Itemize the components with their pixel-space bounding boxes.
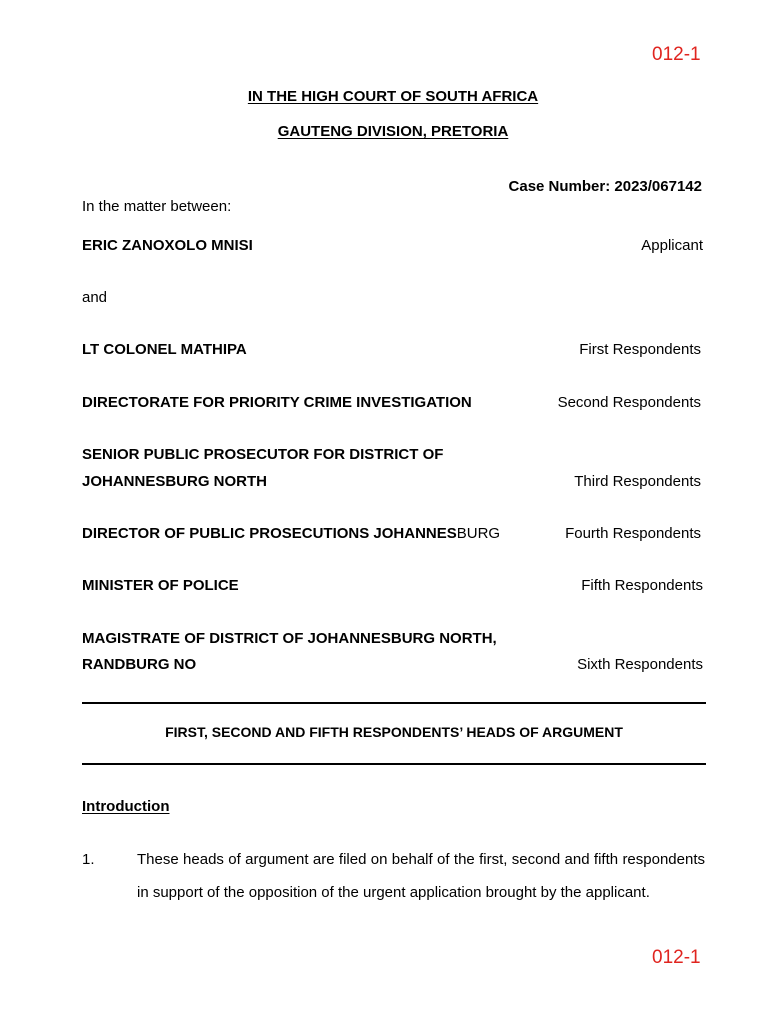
respondent-name-line2: RANDBURG NO bbox=[82, 656, 197, 673]
title-rule-bottom bbox=[82, 763, 706, 765]
respondent-role: First Respondents bbox=[579, 341, 701, 358]
respondent-name-line1: MAGISTRATE OF DISTRICT OF JOHANNESBURG NORTH, bbox=[82, 630, 497, 647]
section-heading: Introduction bbox=[82, 798, 170, 815]
respondent-role: Sixth Respondents bbox=[577, 656, 703, 673]
court-division: GAUTENG DIVISION, PRETORIA bbox=[277, 123, 509, 140]
respondent-name: DIRECTORATE FOR PRIORITY CRIME INVESTIGATION bbox=[82, 394, 472, 411]
paragraph-text: These heads of argument are filed on behalf of the first, second and fifth respondents in support of the opposition of the urgent application brought by the applicant. bbox=[137, 851, 705, 901]
respondent-name-bold-part: DIRECTOR OF PUBLIC PROSECUTIONS JOHANNES bbox=[82, 525, 457, 542]
respondent-name bbox=[82, 525, 500, 543]
title-rule-top bbox=[82, 702, 706, 704]
respondent-name: MINISTER OF POLICE bbox=[82, 577, 239, 594]
respondent-name: LT COLONEL MATHIPA bbox=[82, 341, 247, 358]
respondent-role: Third Respondents bbox=[574, 473, 701, 490]
respondent-role: Second Respondents bbox=[557, 394, 701, 411]
applicant-name: ERIC ZANOXOLO MNISI bbox=[82, 237, 253, 254]
page-stamp-top: 012-1 bbox=[652, 44, 701, 65]
paragraph-number: 1. bbox=[82, 851, 95, 868]
document-title: FIRST, SECOND AND FIFTH RESPONDENTS’ HEADS OF ARGUMENT bbox=[165, 724, 623, 740]
conjunction: and bbox=[82, 289, 108, 306]
respondent-role: Fifth Respondents bbox=[581, 577, 703, 594]
matter-intro: In the matter between: bbox=[82, 198, 232, 215]
applicant-role: Applicant bbox=[641, 237, 703, 254]
respondent-role: Fourth Respondents bbox=[565, 525, 701, 542]
respondent-name-line2: JOHANNESBURG NORTH bbox=[82, 473, 268, 490]
respondent-name-regular-part: BURG bbox=[456, 525, 501, 542]
case-number: Case Number: 2023/067142 bbox=[508, 178, 702, 195]
respondent-name-line1: SENIOR PUBLIC PROSECUTOR FOR DISTRICT OF bbox=[82, 446, 444, 463]
page-stamp-bottom: 012-1 bbox=[652, 947, 701, 968]
court-name: IN THE HIGH COURT OF SOUTH AFRICA bbox=[247, 88, 539, 105]
